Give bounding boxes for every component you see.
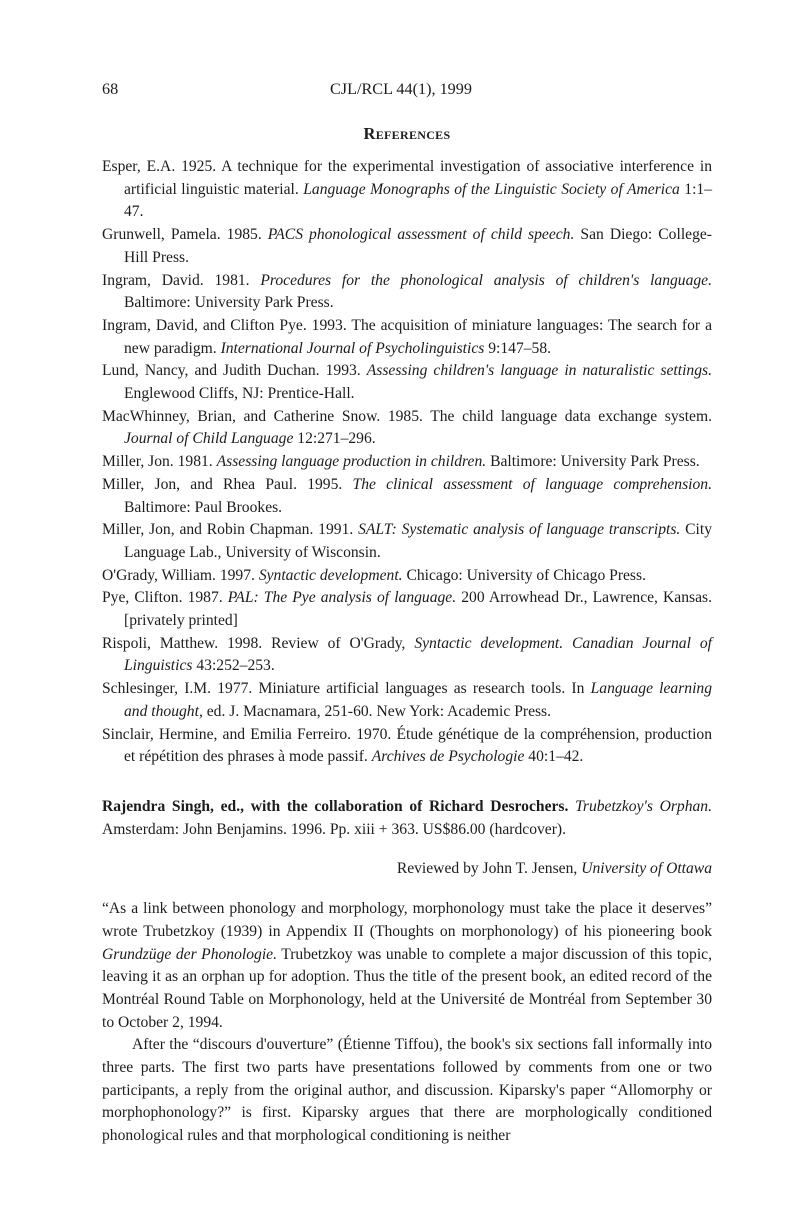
reference-entry [102, 156, 712, 224]
reference-title: Assessing children's language in naturalistic settings. [366, 362, 712, 380]
reference-text: Chicago: University of Chicago Press. [402, 566, 646, 584]
reference-entry [102, 270, 712, 315]
reference-entry [102, 474, 712, 519]
review-book-title: Trubetzkoy's Orphan. [575, 798, 712, 815]
review-editors: Rajendra Singh, ed., with the collaboration of Richard Desrochers. [102, 798, 569, 815]
reference-title: Journal of Child Language [124, 430, 294, 448]
reference-text [342, 476, 352, 493]
reference-author: Ingram, David. 1981. [102, 271, 250, 289]
review-paragraph-2: After the “discours d'ouverture” (Étienne Tiffou), the book's six sections fall informally into three parts. The first two parts have presentations followed by comments from one or two participants, a reply from the original author, and discussion. Kiparsky's paper “Allomorphy or morphophonology?” is first. Kiparsky argues that there are morphologically conditioned phonological rules and that morphological conditioning is neither [102, 1036, 712, 1145]
references-heading: References [363, 124, 451, 143]
references-list [102, 156, 712, 769]
reference-text: Baltimore: Paul Brookes. [124, 498, 283, 516]
reference-entry [102, 565, 712, 588]
reference-entry [102, 724, 712, 769]
reference-entry [102, 451, 712, 474]
page-number: 68 [102, 80, 119, 98]
reference-entry [102, 406, 712, 451]
reference-author: Rispoli, Matthew. 1998. [102, 634, 263, 652]
reference-author: Sinclair, Hermine, and Emilia Ferreiro. 1970. [102, 725, 392, 743]
reference-entry [102, 678, 712, 723]
reference-text: A technique for the experimental investigation of associative interference in artificial linguistic material. [124, 158, 712, 198]
reference-title: PAL: The Pye analysis of language. [227, 589, 457, 607]
review-paragraph-1 [102, 898, 712, 1034]
reference-title: Syntactic development. Canadian Journal of Linguistics [124, 634, 712, 675]
reference-entry [102, 224, 712, 269]
reference-title: Assessing language production in children. [216, 453, 487, 471]
reference-entry [102, 315, 712, 360]
reference-text: City Language Lab., University of Wisconsin. [124, 521, 713, 561]
reference-text: 43:252–253. [192, 657, 275, 675]
reference-author: Esper, E.A. 1925. [102, 158, 217, 175]
reference-title: SALT: Systematic analysis of language transcripts. [358, 521, 681, 539]
reference-text: The child language data exchange system. [422, 407, 712, 425]
running-title: CJL/RCL 44(1), 1999 [330, 80, 472, 98]
reference-author: Miller, Jon. 1981. [102, 453, 213, 471]
reference-text: ed. J. Macnamara, 251-60. New York: Academic Press. [202, 702, 552, 720]
reference-text: 40:1–42. [524, 748, 584, 766]
reference-author: Miller, Jon, and Robin Chapman. 1991. [102, 521, 354, 539]
reference-title: Archives de Psychologie [371, 748, 525, 766]
reference-author: Miller, Jon, and Rhea Paul. 1995. [102, 475, 343, 493]
reviewer-line [102, 858, 712, 881]
reference-author: Pye, Clifton. 1987. [102, 589, 223, 607]
reference-text: Miniature artificial languages as research tools. In [252, 680, 591, 698]
reference-text: Review of O'Grady, [262, 634, 415, 652]
reference-title: Language Monographs of the Linguistic Society of America [303, 180, 680, 198]
reference-author: MacWhinney, Brian, and Catherine Snow. 1985. [102, 407, 423, 425]
reference-text [250, 272, 261, 289]
reference-text: 1:1–47. [124, 180, 712, 221]
reference-title: Language learning and thought, [124, 680, 713, 720]
reference-author: Schlesinger, I.M. 1977. [102, 680, 253, 698]
reviewer-affiliation: University of Ottawa [581, 860, 712, 878]
reference-entry [102, 519, 712, 564]
review-body [102, 898, 712, 1148]
review-citation [102, 796, 712, 841]
reference-text: Baltimore: University Park Press. [124, 294, 334, 312]
reference-text: 200 Arrowhead Dr., Lawrence, Kansas. [privately printed] [124, 589, 712, 630]
paragraph-text: Trubetzkoy was unable to complete a major discussion of this topic, leaving it as an orphan up for adoption. Thus the title of the present book, an edited record of the Montréal Round Table on Morphonology, held at the Université de Montréal from September 30 to October 2, 1994. [102, 945, 712, 1031]
review-publication-info: Amsterdam: John Benjamins. 1996. Pp. xiii + 363. US$86.00 (hardcover). [102, 820, 566, 838]
reference-author: Ingram, David, and Clifton Pye. 1993. [102, 316, 347, 334]
book-review [102, 796, 712, 1148]
running-header [102, 80, 712, 104]
reference-entry [102, 633, 712, 678]
reviewer-name: Reviewed by John T. Jensen, [396, 860, 578, 878]
reference-text: The acquisition of miniature languages: The search for a new paradigm. [124, 316, 712, 357]
reference-text: 9:147–58. [484, 339, 552, 357]
reference-title: Syntactic development. [258, 566, 403, 584]
reference-title: International Journal of Psycholinguistics [220, 339, 485, 357]
reference-text: Englewood Cliffs, NJ: Prentice-Hall. [124, 385, 355, 403]
paragraph-text: “As a link between phonology and morphology, morphonology must take the place it deserves” wrote Trubetzkoy (1939) in Appendix II (Thoughts on morphonology) of his pioneering book [102, 900, 712, 940]
reference-author: Lund, Nancy, and Judith Duchan. 1993. [102, 362, 361, 380]
reference-title: PACS phonological assessment of child speech. [267, 226, 575, 244]
cited-book-title: Grundzüge der Phonologie. [102, 945, 277, 963]
reference-title: The clinical assessment of language comprehension. [352, 475, 712, 493]
reference-author: Grunwell, Pamela. 1985. [102, 226, 262, 244]
reference-entry [102, 587, 712, 632]
reference-text: Étude génétique de la compréhension, production et répétition des phrases à mode passif. [124, 725, 712, 766]
reference-text: 12:271–296. [293, 430, 376, 448]
reference-entry [102, 360, 712, 405]
reference-title: Procedures for the phonological analysis of children's language. [260, 271, 712, 289]
reference-text: Baltimore: University Park Press. [486, 453, 700, 471]
reference-author: O'Grady, William. 1997. [102, 566, 255, 584]
reference-text: San Diego: College-Hill Press. [124, 226, 712, 266]
